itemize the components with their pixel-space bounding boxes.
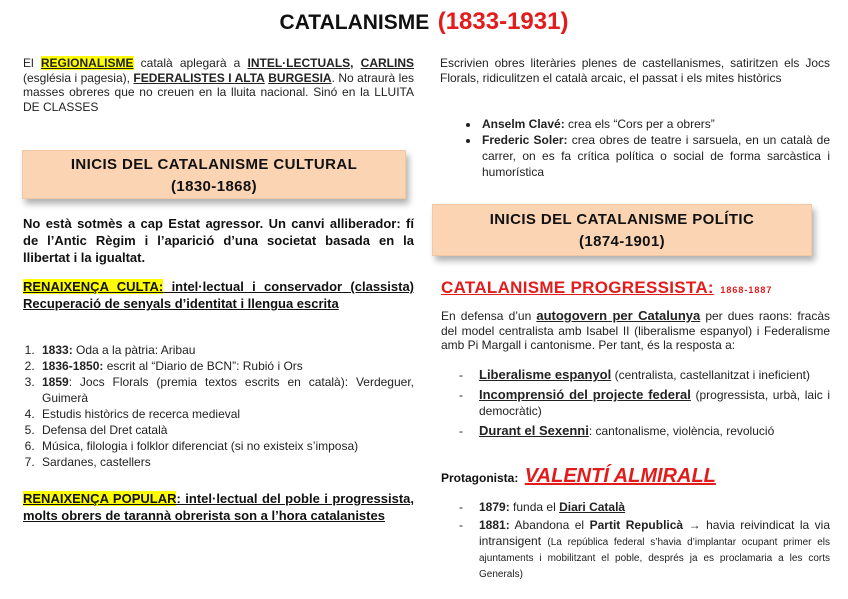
progressista-years: 1868-1887 (720, 285, 773, 295)
renaixenca-culta-text: intel·lectual i conservador (classista) Recuperació de senyals d’identitat i llengua escrita (23, 279, 415, 311)
almirall-list (441, 499, 830, 581)
intel-term: INTEL·LECTUALS, (247, 56, 354, 70)
list-item: 6. Música, filologia i folklor diferenciat (si no existeix s’imposa) (38, 438, 414, 454)
list-item: • Frederic Soler: crea obres de teatre i sarsuela, en un català de carrer, on es fa crítica política o social de forma sarcàstica i humorística (480, 132, 830, 180)
cultural-statement: No està sotmès a cap Estat agressor. Un canvi alliberador: fí de l’Antic Règim i l’aparició d’una societat basada en la llibertat i la igualtat. (23, 216, 414, 265)
protagonista-line (441, 465, 716, 488)
page-title (0, 8, 848, 36)
list-item: - Incomprensió del projecte federal (progressista, urbà, laic i democràtic) (459, 387, 830, 418)
progressista-paragraph: En defensa d’un autogovern per Catalunya per dues raons: fracàs del model centralista amb Isabel II (liberalisme espanyol) i Federalisme amb Pi Margall i cantonisme. Per tant, és la resposta a: (441, 308, 830, 353)
burgesia-term: BURGESIA (268, 70, 332, 85)
regionalisme-term: REGIONALISME (40, 56, 134, 70)
renaixenca-popular (23, 490, 414, 524)
list-item: 4. Estudis històrics de recerca medieval (38, 406, 414, 422)
cultural-heading-title: INICIS DEL CATALANISME CULTURAL (70, 156, 358, 173)
list-item: • Anselm Clavé: crea els “Cors per a obrers” (480, 116, 830, 132)
cultural-heading-box (22, 150, 406, 199)
autogovern-term: autogovern per Catalunya (536, 308, 701, 323)
title-years: (1833-1931) (437, 8, 569, 35)
list-item: 7. Sardanes, castellers (38, 454, 414, 470)
politic-heading-title: INICIS DEL CATALANISME POLÍTIC (489, 211, 755, 228)
renaixenca-culta-label: RENAIXENÇA CULTA: (23, 279, 164, 294)
list-item: - 1881: Abandona el Partit Republicà → havia reivindicat la via intransigent (La república federal s’havia d’implantar ocupant primer els ajuntaments i mobilitzant el poble, després ja es proclamaria a les corts Generals) (459, 518, 831, 580)
progressista-title: CATALANISME PROGRESSISTA: (441, 278, 714, 297)
protagonista-name: VALENTÍ ALMIRALL (524, 465, 716, 487)
protagonista-label: Protagonista: (441, 471, 519, 485)
right-intro: Escrivien obres literàries plenes de castellanismes, satiritzen els Jocs Florals, ridiculitzen el català arcaic, el passat i els mites històrics (440, 56, 830, 85)
renaixenca-popular-label: RENAIXENÇA POPULAR (23, 491, 177, 506)
list-item: - Liberalisme espanyol (centralista, castellanitzat i ineficient) (459, 367, 810, 382)
culta-list (0, 342, 414, 470)
renaixenca-culta (23, 278, 414, 312)
federalistes-term: FEDERALISTES I ALTA (133, 70, 265, 85)
reasons-list (441, 367, 830, 439)
progressista-heading (441, 278, 836, 298)
list-item: - Durant el Sexenni: cantonalisme, violència, revolució (459, 423, 775, 438)
cultural-heading-years: (1830-1868) (170, 178, 258, 195)
list-item: 2. 1836-1850: escrit al “Diario de BCN”: Rubió i Ors (38, 358, 414, 374)
title-main: CATALANISME (279, 11, 430, 34)
list-item: 3. 1859: Jocs Florals (premia textos escrits en català): Verdeguer, Guimerà (38, 374, 414, 406)
politic-heading-box (432, 204, 812, 256)
politic-heading-years: (1874-1901) (578, 233, 666, 250)
list-item: - 1879: funda el Diari Català (459, 500, 626, 514)
renaixenca-popular-text: : intel·lectual del poble i progressista, molts obrers de tarannà obrerista son a l’hora catalanistes (23, 491, 414, 523)
list-item: 1. 1833: Oda a la pàtria: Aribau (38, 342, 414, 358)
carlins-term: CARLINS (360, 56, 414, 70)
right-bullets (440, 116, 830, 180)
intro-paragraph: El REGIONALISME català aplegarà a INTEL·LECTUALS, CARLINS (església i pagesia), FEDERALISTES I ALTA BURGESIA. No atraurà les masses obreres que no creuen en la lluita nacional. Sinó en la LLUITA DE CLASSES (23, 56, 414, 114)
list-item: 5. Defensa del Dret català (38, 422, 414, 438)
